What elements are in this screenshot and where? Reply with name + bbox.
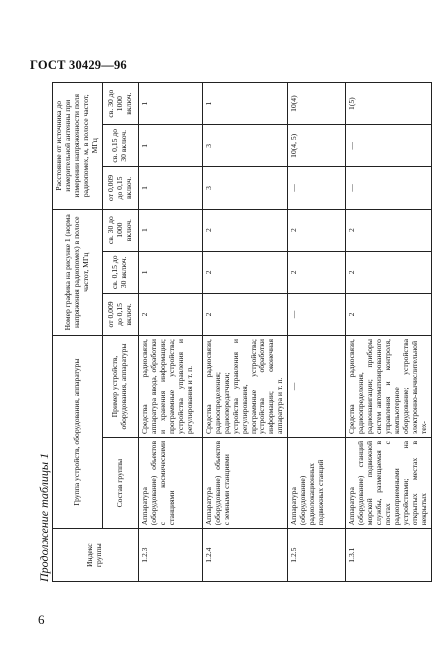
row-example: Средства радиосвязи, аппаратура ввода, обработки и хранения информации; программные устройства; устройства управления и регулирования и т. п. <box>138 336 202 438</box>
header-distance-band: от 0,009 до 0,15 включ. <box>102 167 138 209</box>
table-row <box>138 83 202 582</box>
row-index: 1.2.3 <box>138 529 202 582</box>
row-group: Аппаратура (оборудование) объектов с космическими станциями <box>138 437 202 528</box>
header-graph-band: св. 30 до 1000 включ. <box>102 209 138 251</box>
row-distance-value: 1 <box>138 167 202 209</box>
row-example: Средства радиосвязи, радиоопределения, радионавигации; приборы систем автоматизированного управления и контроля, компьютерное оборудование; устройства электронно-вычислительной тех- <box>346 336 432 438</box>
row-graph-value: 2 <box>346 251 432 293</box>
table-row <box>288 83 346 582</box>
header-group: Группа устройств, оборудования, аппаратуры <box>53 336 103 529</box>
header-distance: Расстояние от источника до измерительной антенны при измерении напряженности поля радиопомех, м, в полосе частот, МГц <box>53 83 103 210</box>
row-graph-value: 1 <box>138 251 202 293</box>
row-distance-value: 1 <box>138 125 202 167</box>
header-distance-band: св. 0,15 до 30 включ. <box>102 125 138 167</box>
header-examples: Пример устройств, оборудования, аппаратуры <box>102 336 138 438</box>
page-number: 6 <box>38 612 45 627</box>
row-distance-value: — <box>346 125 432 167</box>
header-distance-band: св. 30 до 1000 включ. <box>102 83 138 125</box>
row-graph-value: 2 <box>138 293 202 335</box>
row-graph-value: 2 <box>288 209 346 251</box>
row-distance-value: 10(4) <box>288 83 346 125</box>
row-example: — <box>288 336 346 438</box>
row-graph-value: 2 <box>202 209 288 251</box>
row-distance-value: 1 <box>138 83 202 125</box>
header-graph-number: Номер графика на рисунке 1 (норма напряжения радиопомех) в полосе частот, МГц <box>53 209 103 336</box>
row-index: 1.3.1 <box>346 529 432 582</box>
row-graph-value: 2 <box>202 293 288 335</box>
row-graph-value: 2 <box>288 251 346 293</box>
row-index: 1.2.5 <box>288 529 346 582</box>
row-graph-value: 2 <box>346 293 432 335</box>
row-graph-value: — <box>288 293 346 335</box>
row-group: Аппаратура (оборудование) радиолокационных подвижных станций <box>288 437 346 528</box>
header-index: Индекс группы <box>53 529 139 582</box>
row-index: 1.2.4 <box>202 529 288 582</box>
table-continuation-caption: Продолжение таблицы 1 <box>37 452 51 582</box>
row-distance-value: 3 <box>202 125 288 167</box>
row-distance-value: 3 <box>202 167 288 209</box>
row-graph-value: 2 <box>346 209 432 251</box>
rotated-table-container <box>52 82 428 582</box>
header-group-name: Состав группы <box>102 437 138 528</box>
row-distance-value: 10(4, 5) <box>288 125 346 167</box>
header-graph-band: от 0,009 до 0,15 включ. <box>102 293 138 335</box>
table-row <box>202 83 288 582</box>
row-graph-value: 1 <box>138 209 202 251</box>
header-graph-band: св. 0,15 до 30 включ. <box>102 251 138 293</box>
row-group: Аппаратура (оборудование) станций морской подвижной службы, размещаемая в постах с радиоприемными устройствами; на открытых местах в некрытых <box>346 437 432 528</box>
row-group: Аппаратура (оборудование) объектов с земными станциями <box>202 437 288 528</box>
standard-header: ГОСТ 30429—96 <box>30 58 127 72</box>
row-distance-value: 1(5) <box>346 83 432 125</box>
row-distance-value: 1 <box>202 83 288 125</box>
table-row <box>346 83 432 582</box>
row-distance-value: — <box>346 167 432 209</box>
row-example: Средства радиосвязи, радиоопределения; радиопередатчики; устройства управления и регулирования, программные устройства; устройства обработки информации; оконечная аппаратура и т. п. <box>202 336 288 438</box>
row-distance-value: — <box>288 167 346 209</box>
data-table <box>52 82 432 582</box>
row-graph-value: 2 <box>202 251 288 293</box>
